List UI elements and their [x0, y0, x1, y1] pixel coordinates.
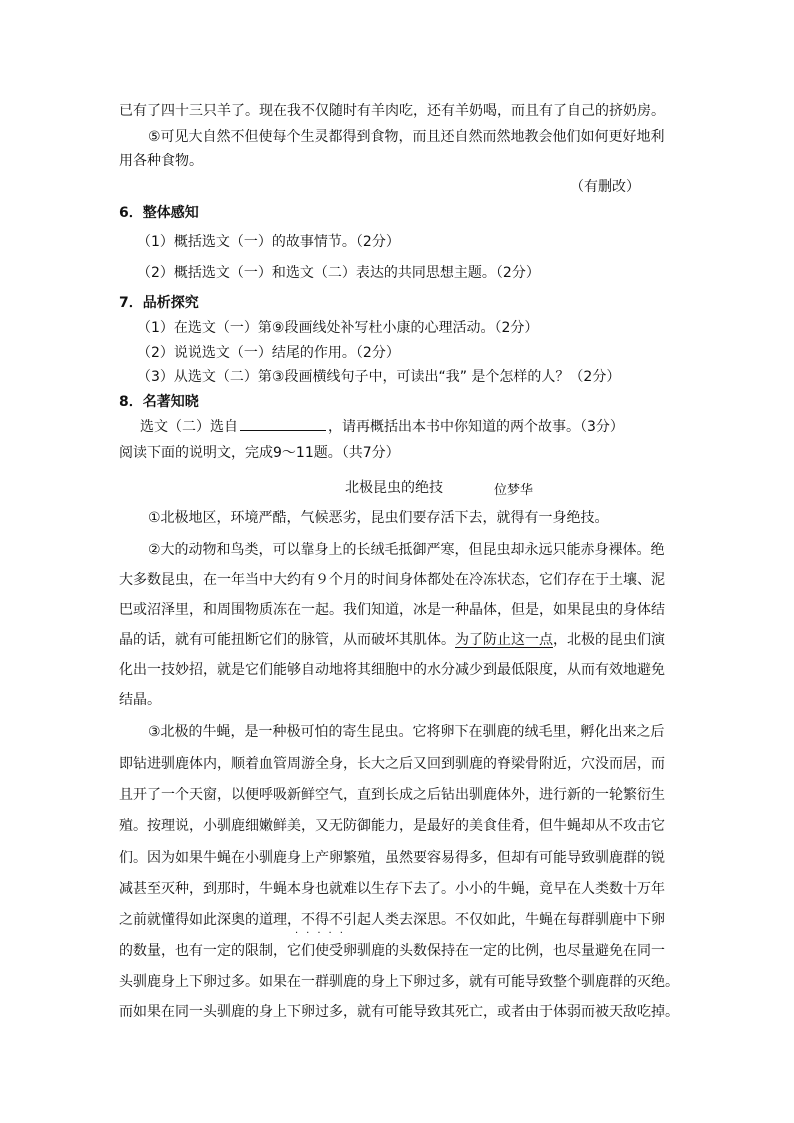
- article-text: 晶的话，就有可能扭断它们的脉管，从而破坏其肌体。: [119, 632, 455, 648]
- question-8-heading: 8．名著知晓: [119, 394, 199, 410]
- question-6-heading: 6．整体感知: [119, 205, 199, 221]
- article-line: [119, 630, 665, 650]
- article-line: 化出一技妙招，就是它们能够自动地将其细胞中的水分减少到最低限度，从而有效地避免: [119, 662, 665, 678]
- article-title: 北极昆虫的绝技: [345, 480, 443, 496]
- question-8-text-after: ，请再概括出本书中你知道的两个故事。（3分）: [328, 419, 624, 435]
- question-7-item-2: （2）说说选文（一）结尾的作用。（2分）: [137, 345, 400, 361]
- article-author: 位梦华: [494, 483, 534, 498]
- article-line: 结晶。: [119, 692, 161, 708]
- question-7-item-1: （1）在选文（一）第⑨段画线处补写杜小康的心理活动。（2分）: [137, 320, 539, 336]
- article-line: 且开了一个天窗，以便呼吸新鲜空气，直到长成之后钻出驯鹿体外，进行新的一轮繁衍生: [119, 787, 665, 803]
- answer-blank[interactable]: [240, 416, 326, 431]
- question-6-item-2: （2）概括选文（一）和选文（二）表达的共同思想主题。（2分）: [137, 265, 540, 281]
- article-line: 之前就懂得如此深奥的道理，不得不引起人类去深思。不仅如此，牛蝇在每群驯鹿中下卵: [119, 912, 665, 928]
- question-7-heading: 7．品析探究: [119, 295, 199, 311]
- passage-line: 已有了四十三只羊了。现在我不仅随时有羊肉吃，还有羊奶喝，而且有了自己的挤奶房。: [119, 103, 665, 119]
- article-paragraph-2: ②大的动物和鸟类，可以靠身上的长绒毛抵御严寒，但昆虫却永远只能赤身裸体。绝: [148, 542, 665, 558]
- underlined-phrase: 为了防止这一点: [455, 632, 553, 648]
- article-line: 的数量，也有一定的限制，它们使受卵驯鹿的头数保持在一定的比例，也尽量避免在同一: [119, 943, 665, 959]
- article-line: 减甚至灭种，到那时，牛蝇本身也就难以生存下去了。小小的牛蝇，竟早在人类数十万年: [119, 881, 665, 897]
- article-line: 头驯鹿身上下卵过多。如果在一群驯鹿的身上下卵过多，就有可能导致整个驯鹿群的灭绝。: [119, 974, 679, 990]
- passage-line: 用各种食物。: [119, 153, 203, 169]
- article-line: 殖。按理说，小驯鹿细嫩鲜美，又无防御能力，是最好的美食佳肴，但牛蝇却从不攻击它: [119, 818, 665, 834]
- article-line: 大多数昆虫，在一年当中大约有９个月的时间身体都处在冷冻状态，它们存在于土壤、泥: [119, 572, 665, 588]
- reading-instructions: 阅读下面的说明文，完成9～11题。（共7分）: [119, 445, 400, 461]
- article-line: 巴或沼泽里，和周围物质冻在一起。我们知道，冰是一种晶体，但是，如果昆虫的身体结: [119, 602, 665, 618]
- article-line: 即钻进驯鹿体内，顺着血管周游全身，长大之后又回到驯鹿的脊梁骨附近，穴没而居，而: [119, 756, 665, 772]
- source-note: （有删改）: [570, 179, 640, 195]
- emphasis-dots: ·····: [295, 928, 351, 939]
- article-paragraph-3: ③北极的牛蝇，是一种极可怕的寄生昆虫。它将卵下在驯鹿的绒毛里，孵化出来之后: [148, 724, 665, 740]
- question-8-prompt: [140, 416, 624, 437]
- passage-paragraph-5: ⑤可见大自然不但使每个生灵都得到食物，而且还自然而然地教会他们如何更好地利: [148, 129, 665, 145]
- article-line: 而如果在同一头驯鹿的身上下卵过多，就有可能导致其死亡，或者由于体弱而被天敌吃掉。: [119, 1004, 679, 1020]
- question-8-text-before: 选文（二）选自: [140, 419, 238, 435]
- question-7-item-3: （3）从选文（二）第③段画横线句子中，可读出“我” 是个怎样的人？（2分）: [137, 369, 621, 385]
- article-line: 们。因为如果牛蝇在小驯鹿身上产卵繁殖，虽然要容易得多，但却有可能导致驯鹿群的锐: [119, 850, 665, 866]
- question-6-item-1: （1）概括选文（一）的故事情节。（2分）: [137, 234, 400, 250]
- article-paragraph-1: ①北极地区，环境严酷，气候恶劣，昆虫们要存活下去，就得有一身绝技。: [148, 510, 609, 526]
- article-text: ，北极的昆虫们演: [553, 632, 665, 648]
